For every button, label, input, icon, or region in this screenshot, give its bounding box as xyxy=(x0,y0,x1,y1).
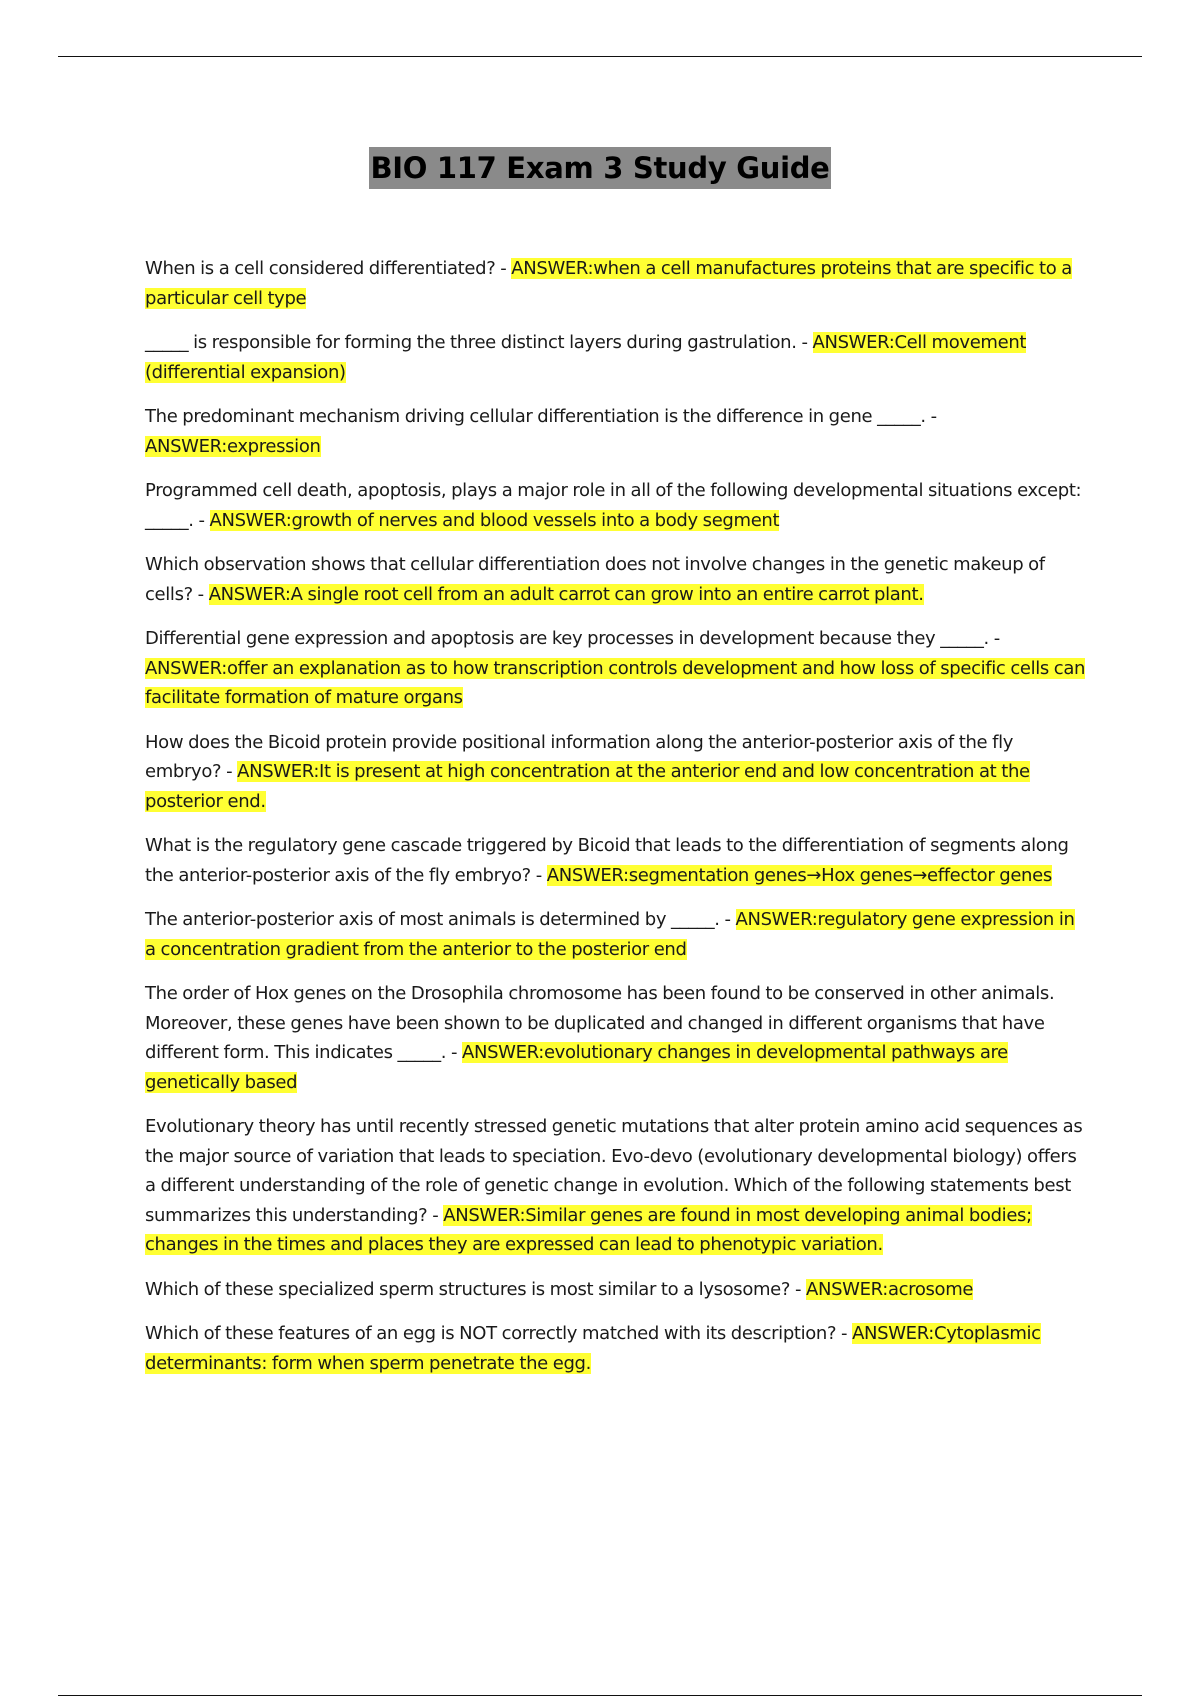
answer-highlight: ANSWER:Cytoplasmic determinants: form when sperm penetrate the egg. xyxy=(145,1323,1041,1374)
qa-item xyxy=(145,728,1090,817)
page-top-rule xyxy=(58,56,1142,57)
answer-highlight: ANSWER:evolutionary changes in developmental pathways are genetically based xyxy=(145,1042,1008,1093)
answer-highlight: ANSWER:A single root cell from an adult carrot can grow into an entire carrot plant. xyxy=(208,583,924,605)
qa-item xyxy=(145,254,1090,313)
answer-highlight: ANSWER:acrosome xyxy=(806,1278,974,1300)
qa-separator: - xyxy=(790,1278,807,1300)
question-text: The anterior-posterior axis of most animals is determined by _____. xyxy=(145,909,720,930)
answer-highlight: ANSWER:regulatory gene expression in a concentration gradient from the anterior to the posterior end xyxy=(145,909,1075,960)
question-text: Programmed cell death, apoptosis, plays a major role in all of the following developmental situations except: _____. xyxy=(145,480,1082,531)
answer-highlight: ANSWER:growth of nerves and blood vessels into a body segment xyxy=(209,509,780,531)
answer-highlight: ANSWER:It is present at high concentration at the anterior end and low concentration at the posterior end. xyxy=(145,761,1030,812)
answer-highlight: ANSWER:when a cell manufactures proteins that are specific to a particular cell type xyxy=(145,258,1072,309)
qa-item xyxy=(145,624,1090,713)
qa-item xyxy=(145,905,1090,964)
qa-item xyxy=(145,550,1090,609)
title-container xyxy=(0,147,1200,189)
question-text: Differential gene expression and apoptosis are key processes in development because they _____. xyxy=(145,628,989,649)
qa-item xyxy=(145,1112,1090,1260)
answer-highlight: ANSWER:offer an explanation as to how transcription controls development and how loss of specific cells can facilitate formation of mature organs xyxy=(145,657,1086,708)
question-text: How does the Bicoid protein provide positional information along the anterior-posterior axis of the fly embryo? xyxy=(145,731,1014,782)
qa-item xyxy=(145,328,1090,387)
question-text: Evolutionary theory has until recently stressed genetic mutations that alter protein amino acid sequences as the major source of variation that leads to speciation. Evo-devo (evolutionary developmental biology) offers a different understanding of the role of genetic change in evolution. Which of the following statements best summarizes this understanding? xyxy=(145,1116,1083,1226)
qa-item xyxy=(145,1319,1090,1378)
qa-list xyxy=(145,254,1090,1393)
answer-highlight: ANSWER:Similar genes are found in most developing animal bodies; changes in the times and places they are expressed can lead to phenotypic variation. xyxy=(145,1204,1032,1255)
qa-separator: - xyxy=(446,1042,463,1063)
qa-separator: - xyxy=(530,864,547,886)
question-text: The order of Hox genes on the Drosophila chromosome has been found to be conserved in other animals. Moreover, these genes have been shown to be duplicated and changed in different organisms that have different form. This indicates _____. xyxy=(145,983,1055,1063)
qa-separator: - xyxy=(221,761,238,782)
qa-separator: - xyxy=(796,332,813,353)
qa-separator: - xyxy=(192,583,209,605)
page-bottom-rule xyxy=(58,1695,1142,1696)
qa-separator: - xyxy=(495,258,512,279)
answer-highlight: ANSWER:Cell movement (differential expansion) xyxy=(145,332,1027,383)
qa-item xyxy=(145,476,1090,535)
answer-highlight: ANSWER:expression xyxy=(145,435,321,457)
page-title: BIO 117 Exam 3 Study Guide xyxy=(369,147,830,189)
qa-separator: - xyxy=(427,1204,444,1226)
question-text: _____ is responsible for forming the three distinct layers during gastrulation. xyxy=(145,332,797,353)
qa-item xyxy=(145,1275,1090,1305)
question-text: Which observation shows that cellular differentiation does not involve changes in the genetic makeup of cells? xyxy=(145,554,1045,605)
qa-item xyxy=(145,402,1090,461)
question-text: Which of these features of an egg is NOT correctly matched with its description? xyxy=(145,1323,837,1344)
qa-item xyxy=(145,831,1090,890)
question-text: The predominant mechanism driving cellular differentiation is the difference in gene _____. xyxy=(145,406,926,427)
qa-separator: - xyxy=(988,628,1000,649)
question-text: When is a cell considered differentiated? xyxy=(145,258,496,279)
question-text: Which of these specialized sperm structures is most similar to a lysosome? xyxy=(145,1278,791,1300)
qa-separator: - xyxy=(719,909,736,930)
qa-item xyxy=(145,979,1090,1097)
question-text: What is the regulatory gene cascade triggered by Bicoid that leads to the differentiation of segments along the anterior-posterior axis of the fly embryo? xyxy=(145,835,1069,886)
qa-separator: - xyxy=(925,406,937,427)
qa-separator: - xyxy=(193,509,210,531)
qa-separator: - xyxy=(836,1323,853,1344)
answer-highlight: ANSWER:segmentation genes→Hox genes→effector genes xyxy=(546,864,1052,886)
